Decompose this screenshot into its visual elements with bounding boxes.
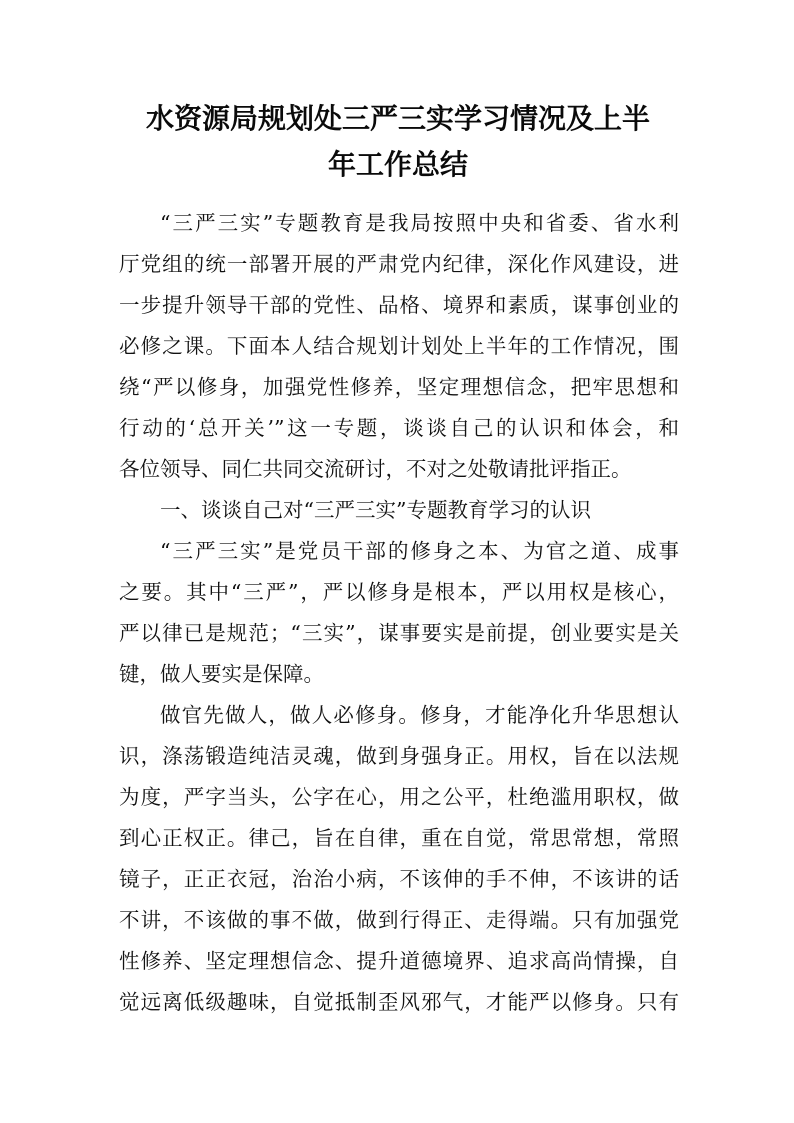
title-line-1: 水资源局规划处三严三实学习情况及上半 [145,102,650,135]
paragraph-line: “三严三实”专题教育是我局按照中央和省委、省水利 [160,211,679,235]
paragraph-line: 绕“严以修身，加强党性修养，坚定理想信念，把牢思想和 [119,375,679,399]
section-heading: 一、谈谈自己对“三严三实”专题教育学习的认识 [160,498,591,522]
paragraph-line: 识，涤荡锻造纯洁灵魂，做到身强身正。用权，旨在以法规 [119,744,679,768]
paragraph-line: 性修养、坚定理想信念、提升道德境界、追求高尚情操，自 [119,949,679,973]
paragraph-line: 为度，严字当头，公字在心，用之公平，杜绝滥用职权，做 [119,785,679,809]
paragraph-line: 镜子，正正衣冠，治治小病，不该伸的手不伸，不该讲的话 [119,867,679,891]
paragraph-line: 行动的‘总开关’”这一专题，谈谈自己的认识和体会，和 [119,416,679,440]
paragraph-line: 之要。其中“三严”，严以修身是根本，严以用权是核心， [119,580,679,604]
document-body [119,203,679,1023]
paragraph-line: 各位领导、同仁共同交流研讨，不对之处敬请批评指正。 [119,457,632,481]
document-title [120,96,676,188]
paragraph-line: 严以律已是规范；“三实”，谋事要实是前提，创业要实是关 [119,621,679,645]
paragraph-line: 厅党组的统一部署开展的严肃党内纪律，深化作风建设，进 [119,252,679,276]
paragraph-line: 必修之课。下面本人结合规划计划处上半年的工作情况，围 [119,334,679,358]
paragraph-line: 到心正权正。律己，旨在自律，重在自觉，常思常想，常照 [119,826,679,850]
title-line-2: 年工作总结 [327,148,468,181]
paragraph-line: 觉远离低级趣味，自觉抵制歪风邪气，才能严以修身。只有 [119,990,679,1014]
paragraph-line: “三严三实”是党员干部的修身之本、为官之道、成事 [160,539,679,563]
paragraph-line: 一步提升领导干部的党性、品格、境界和素质，谋事创业的 [119,293,679,317]
paragraph-line: 不讲，不该做的事不做，做到行得正、走得端。只有加强党 [119,908,679,932]
paragraph-line: 做官先做人，做人必修身。修身，才能净化升华思想认 [160,703,679,727]
paragraph-line: 键，做人要实是保障。 [119,662,324,686]
